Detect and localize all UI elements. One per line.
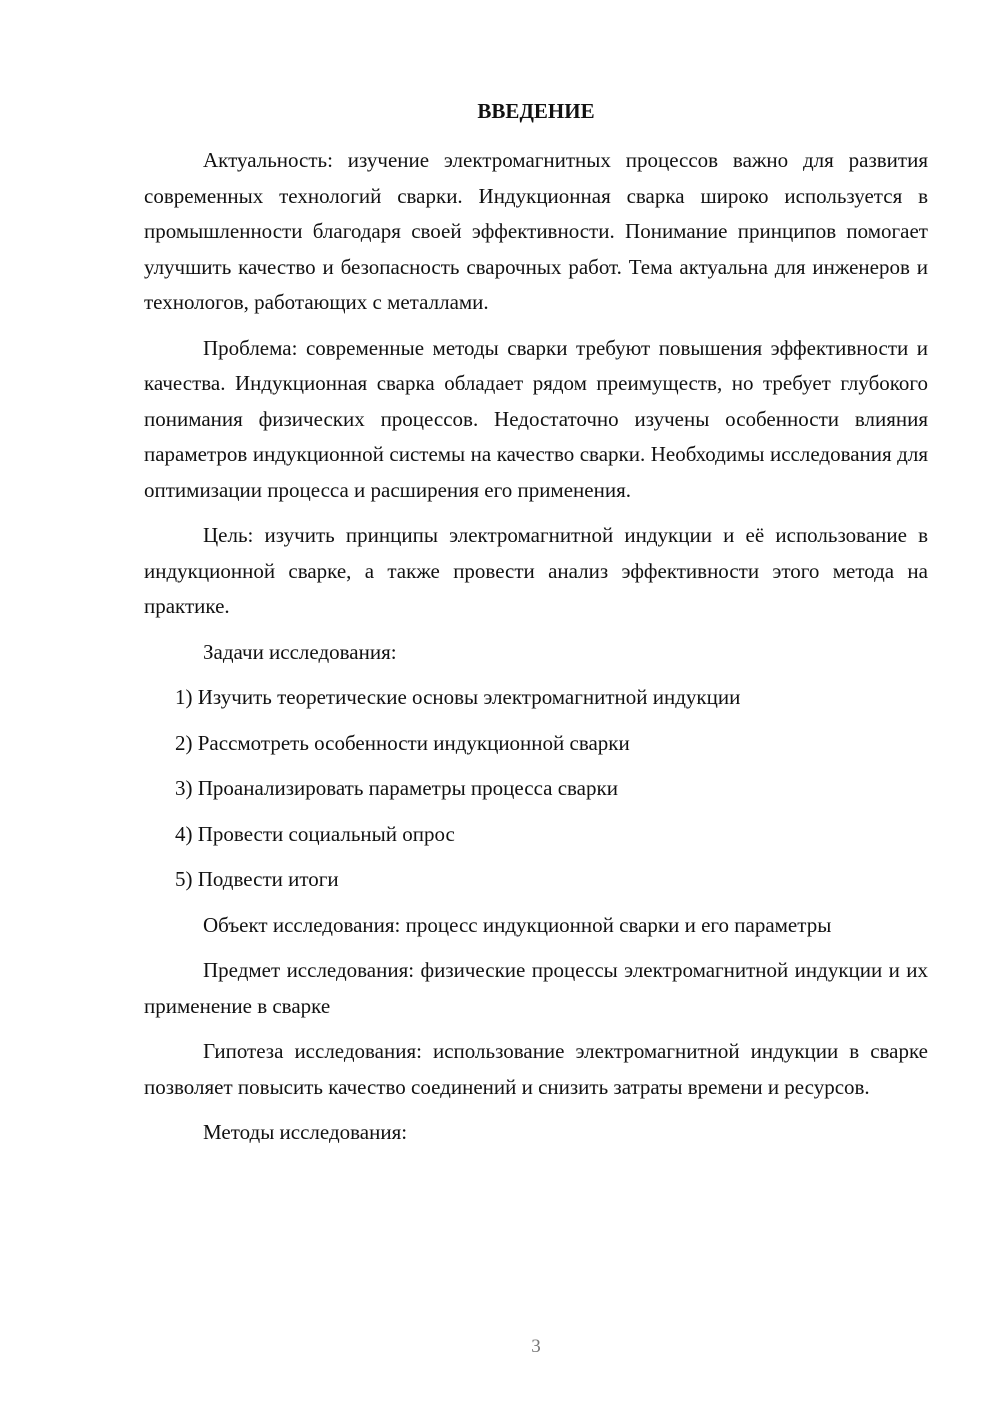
paragraph-relevance: Актуальность: изучение электромагнитных процессов важно для развития современных технологий сварки. Индукционная сварка широко используется в промышленности благодаря своей эффективности. Понимание принципов помогает улучшить качество и безопасность сварочных работ. Тема актуальна для инженеров и технологов, работающих с металлами. (144, 148, 928, 314)
tasks-heading: Задачи исследования: (203, 639, 397, 664)
list-item: 1) Изучить теоретические основы электромагнитной индукции (175, 685, 741, 709)
paragraph-subject: Предмет исследования: физические процессы электромагнитной индукции и их применение в сварке (144, 958, 928, 1018)
methods-heading: Методы исследования: (203, 1120, 408, 1144)
paragraph-goal: Цель: изучить принципы электромагнитной индукции и её использование в индукционной сварке, а также провести анализ эффективности этого метода на практике. (144, 523, 928, 618)
page-number: 3 (531, 1336, 541, 1357)
tasks-list (144, 680, 928, 898)
paragraph-problem: Проблема: современные методы сварки требуют повышения эффективности и качества. Индукционная сварка обладает рядом преимуществ, но требует глубокого понимания физических процессов. Недостаточно изучены особенности влияния параметров индукционной системы на качество сварки. Необходимы исследования для оптимизации процесса и расширения его применения. (144, 335, 928, 502)
document-body (144, 143, 928, 1161)
list-item: 2) Рассмотреть особенности индукционной сварки (175, 730, 630, 755)
list-item: 4) Провести социальный опрос (175, 821, 455, 846)
paragraph-hypothesis: Гипотеза исследования: использование электромагнитной индукции в сварке позволяет повысить качество соединений и снизить затраты времени и ресурсов. (144, 1039, 928, 1099)
page-title: ВВЕДЕНИЕ (477, 99, 595, 123)
paragraph-object: Объект исследования: процесс индукционной сварки и его параметры (203, 912, 832, 937)
list-item: 5) Подвести итоги (175, 867, 339, 891)
list-item: 3) Проанализировать параметры процесса сварки (175, 776, 618, 800)
